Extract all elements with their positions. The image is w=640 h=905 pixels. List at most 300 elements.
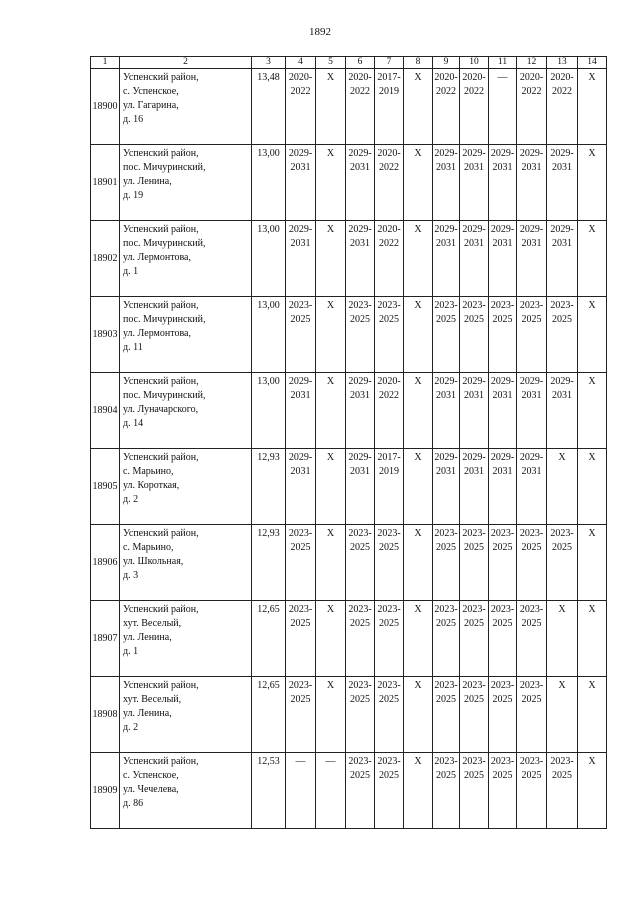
period-text: 2020- [434, 72, 458, 83]
period-text: 2025 [464, 770, 484, 781]
period-text: X [588, 452, 596, 463]
period-text: X [326, 376, 335, 387]
address-line: д. 2 [123, 494, 139, 505]
address-line: ул. Луначарского, [123, 404, 199, 415]
period-text: 2022 [552, 86, 572, 97]
period-cell [404, 373, 433, 449]
period-text: 2029- [348, 452, 372, 463]
period-text: 2023- [348, 680, 372, 691]
period-cell [489, 145, 517, 221]
period-text: 2023- [377, 756, 401, 767]
period-text: 2031 [521, 162, 542, 173]
address-line: ул. Короткая, [123, 480, 180, 491]
address-line: ул. Лермонтова, [123, 252, 191, 263]
period-cell [460, 221, 489, 297]
period-text: 2029- [519, 452, 544, 463]
period-cell [489, 677, 517, 753]
period-text: 2022 [464, 86, 484, 97]
period-text: 2023- [550, 300, 574, 311]
period-cell [517, 753, 547, 829]
address-cell [120, 297, 252, 373]
period-cell [286, 525, 316, 601]
period-cell [547, 297, 578, 373]
period-text: 2029- [288, 376, 313, 387]
register-table [90, 56, 607, 829]
address-line: д. 1 [123, 646, 139, 657]
period-cell [489, 373, 517, 449]
period-cell [517, 221, 547, 297]
address-cell [120, 525, 252, 601]
period-text: 2017- [377, 72, 401, 83]
period-text: 2025 [436, 770, 456, 781]
address-line: ул. Ленина, [123, 176, 172, 187]
period-text: 2023- [377, 604, 401, 615]
period-text: 2023- [377, 300, 401, 311]
period-text: X [326, 72, 335, 83]
period-text: 2031 [436, 466, 456, 477]
period-cell [346, 449, 375, 525]
period-text: 2023- [288, 680, 313, 691]
address-line: Успенский район, [123, 680, 199, 691]
period-text: 2031 [521, 390, 542, 401]
period-text: X [414, 224, 422, 235]
table-row [91, 677, 607, 753]
period-text: 2023- [490, 528, 515, 539]
period-text: 2019 [379, 466, 399, 477]
period-text: 2025 [379, 770, 399, 781]
period-text: 2023- [348, 756, 372, 767]
period-text: X [326, 604, 335, 615]
period-text: 2031 [350, 238, 370, 249]
period-cell [433, 753, 460, 829]
period-cell [517, 525, 547, 601]
period-cell [578, 753, 607, 829]
area-cell: 12,53 [252, 753, 286, 829]
period-text: — [497, 72, 508, 83]
period-text: 2029- [434, 224, 458, 235]
address-line: ул. Лермонтова, [123, 328, 191, 339]
period-text: 2031 [492, 162, 513, 173]
row-number: 18902 [91, 221, 120, 297]
period-cell [375, 449, 404, 525]
area-cell: 12,93 [252, 525, 286, 601]
period-text: X [414, 72, 422, 83]
period-text: 2022 [521, 86, 542, 97]
period-text: 2022 [436, 86, 456, 97]
period-cell [346, 69, 375, 145]
period-text: 2025 [552, 314, 572, 325]
period-cell [547, 677, 578, 753]
table-row [91, 297, 607, 373]
period-cell [578, 677, 607, 753]
period-text: 2025 [436, 694, 456, 705]
period-text: 2031 [436, 162, 456, 173]
column-header: 12 [517, 57, 547, 69]
period-text: — [295, 756, 306, 767]
period-cell [404, 297, 433, 373]
period-text: 2025 [350, 694, 370, 705]
column-header: 5 [316, 57, 346, 69]
period-cell [489, 525, 517, 601]
period-text: 2023- [462, 680, 486, 691]
period-text: 2031 [464, 390, 484, 401]
period-cell [547, 525, 578, 601]
area-cell: 12,65 [252, 601, 286, 677]
column-header: 9 [433, 57, 460, 69]
period-cell [316, 373, 346, 449]
header-row [91, 57, 607, 69]
period-cell [460, 449, 489, 525]
period-text: 2023- [377, 680, 401, 691]
period-text: 2031 [290, 238, 311, 249]
period-cell [404, 145, 433, 221]
period-cell [346, 373, 375, 449]
address-line: ул. Ленина, [123, 708, 172, 719]
column-header: 2 [120, 57, 252, 69]
column-header: 1 [91, 57, 120, 69]
period-text: X [588, 528, 596, 539]
address-line: с. Марьино, [123, 466, 174, 477]
period-text: 2029- [348, 224, 372, 235]
address-line: Успенский район, [123, 528, 199, 539]
period-text: 2023- [288, 300, 313, 311]
address-line: пос. Мичуринский, [123, 390, 206, 401]
period-text: 2029- [462, 376, 486, 387]
period-text: 2023- [519, 756, 544, 767]
address-line: д. 86 [123, 798, 144, 809]
period-text: X [588, 224, 596, 235]
address-line: д. 14 [123, 418, 144, 429]
period-text: 2020- [550, 72, 574, 83]
period-cell [375, 753, 404, 829]
area-cell: 13,00 [252, 373, 286, 449]
period-cell [404, 753, 433, 829]
address-line: Успенский район, [123, 604, 199, 615]
period-text: 2031 [436, 390, 456, 401]
row-number: 18901 [91, 145, 120, 221]
period-text: 2022 [379, 390, 399, 401]
period-cell [316, 221, 346, 297]
period-text: X [326, 300, 335, 311]
address-cell [120, 601, 252, 677]
period-text: 2031 [290, 162, 311, 173]
period-cell [404, 601, 433, 677]
period-text: 2017- [377, 452, 401, 463]
period-cell [547, 221, 578, 297]
period-text: 2023- [348, 528, 372, 539]
period-text: 2023- [490, 680, 515, 691]
period-cell [547, 601, 578, 677]
period-text: 2031 [290, 390, 311, 401]
period-text: 2029- [462, 452, 486, 463]
area-cell: 13,00 [252, 145, 286, 221]
area-cell: 13,00 [252, 297, 286, 373]
period-text: 2025 [521, 770, 542, 781]
period-text: 2020- [519, 72, 544, 83]
column-header: 8 [404, 57, 433, 69]
address-cell [120, 449, 252, 525]
period-text: 2031 [350, 390, 370, 401]
period-cell [375, 373, 404, 449]
row-number: 18900 [91, 69, 120, 145]
period-cell [346, 297, 375, 373]
table-row [91, 449, 607, 525]
period-text: 2023- [462, 300, 486, 311]
area-cell: 12,65 [252, 677, 286, 753]
period-text: 2025 [521, 618, 542, 629]
period-text: 2023- [519, 528, 544, 539]
address-line: ул. Чечелева, [123, 784, 179, 795]
period-cell [547, 373, 578, 449]
period-cell [460, 753, 489, 829]
period-text: 2023- [434, 680, 458, 691]
period-cell [433, 221, 460, 297]
period-cell [433, 69, 460, 145]
period-text: 2023- [462, 604, 486, 615]
period-cell [578, 69, 607, 145]
period-cell [286, 449, 316, 525]
period-text: 2031 [552, 162, 572, 173]
period-cell [404, 525, 433, 601]
period-cell [286, 601, 316, 677]
table-row [91, 373, 607, 449]
row-number: 18905 [91, 449, 120, 525]
period-text: 2023- [519, 604, 544, 615]
period-text: X [414, 528, 422, 539]
period-cell [346, 753, 375, 829]
address-line: Успенский район, [123, 300, 199, 311]
period-cell [433, 449, 460, 525]
table-row [91, 221, 607, 297]
row-number: 18904 [91, 373, 120, 449]
period-cell [547, 449, 578, 525]
period-cell [346, 525, 375, 601]
address-line: с. Успенское, [123, 86, 179, 97]
period-text: X [414, 452, 422, 463]
period-cell [433, 297, 460, 373]
period-text: X [414, 148, 422, 159]
address-cell [120, 69, 252, 145]
period-cell [517, 449, 547, 525]
period-cell [404, 221, 433, 297]
period-cell [578, 373, 607, 449]
period-text: 2029- [348, 376, 372, 387]
period-text: 2025 [521, 542, 542, 553]
period-text: 2025 [492, 770, 513, 781]
period-text: 2031 [492, 238, 513, 249]
period-text: 2023- [519, 680, 544, 691]
row-number: 18909 [91, 753, 120, 829]
address-cell [120, 753, 252, 829]
period-text: 2025 [436, 542, 456, 553]
period-text: X [414, 756, 422, 767]
period-text: 2023- [490, 756, 515, 767]
period-text: X [414, 300, 422, 311]
area-cell: 13,00 [252, 221, 286, 297]
period-text: 2025 [436, 314, 456, 325]
period-cell [375, 525, 404, 601]
period-cell [286, 69, 316, 145]
address-cell [120, 677, 252, 753]
period-cell [489, 449, 517, 525]
period-cell [489, 601, 517, 677]
address-line: с. Марьино, [123, 542, 174, 553]
period-text: X [326, 680, 335, 691]
period-cell [404, 677, 433, 753]
address-line: Успенский район, [123, 452, 199, 463]
period-text: 2022 [379, 238, 399, 249]
period-cell [547, 753, 578, 829]
period-cell [578, 601, 607, 677]
period-text: 2020- [348, 72, 372, 83]
column-header: 4 [286, 57, 316, 69]
address-line: д. 19 [123, 190, 144, 201]
period-text: 2023- [462, 528, 486, 539]
address-line: с. Успенское, [123, 770, 179, 781]
period-cell [489, 297, 517, 373]
row-number: 18906 [91, 525, 120, 601]
period-cell [433, 525, 460, 601]
period-cell [517, 601, 547, 677]
period-cell [404, 69, 433, 145]
address-line: Успенский район, [123, 756, 199, 767]
period-text: 2029- [519, 148, 544, 159]
period-text: X [588, 72, 596, 83]
period-text: 2029- [550, 148, 574, 159]
period-cell [286, 221, 316, 297]
period-text: — [325, 756, 336, 767]
period-cell [316, 601, 346, 677]
period-text: 2031 [492, 390, 513, 401]
period-text: 2025 [350, 770, 370, 781]
period-cell [316, 145, 346, 221]
period-cell [517, 297, 547, 373]
row-number: 18908 [91, 677, 120, 753]
period-text: 2029- [434, 148, 458, 159]
period-cell [578, 449, 607, 525]
period-text: 2020- [288, 72, 313, 83]
period-cell [375, 69, 404, 145]
period-text: 2029- [550, 224, 574, 235]
period-cell [375, 145, 404, 221]
period-text: X [414, 680, 422, 691]
period-text: 2029- [348, 148, 372, 159]
period-text: 2023- [462, 756, 486, 767]
period-text: 2029- [490, 224, 515, 235]
period-cell [517, 373, 547, 449]
address-line: пос. Мичуринский, [123, 162, 206, 173]
period-text: 2025 [290, 694, 311, 705]
period-text: 2029- [519, 224, 544, 235]
period-cell [460, 297, 489, 373]
period-text: 2025 [379, 694, 399, 705]
period-text: 2031 [464, 162, 484, 173]
period-text: 2025 [464, 618, 484, 629]
period-cell [375, 601, 404, 677]
period-text: 2025 [492, 314, 513, 325]
table-row [91, 753, 607, 829]
address-line: д. 2 [123, 722, 139, 733]
address-line: д. 16 [123, 114, 144, 125]
period-cell [346, 677, 375, 753]
period-text: X [414, 604, 422, 615]
area-cell: 13,48 [252, 69, 286, 145]
period-cell [578, 525, 607, 601]
period-text: 2031 [552, 238, 572, 249]
period-text: 2023- [519, 300, 544, 311]
period-text: X [588, 604, 596, 615]
period-cell [460, 525, 489, 601]
address-line: д. 11 [123, 342, 143, 353]
period-cell [375, 677, 404, 753]
column-header: 3 [252, 57, 286, 69]
address-line: д. 3 [123, 570, 139, 581]
period-text: 2029- [462, 224, 486, 235]
period-text: 2029- [462, 148, 486, 159]
table-row [91, 525, 607, 601]
period-cell [517, 677, 547, 753]
period-text: 2025 [464, 314, 484, 325]
period-text: 2023- [550, 528, 574, 539]
address-line: пос. Мичуринский, [123, 314, 206, 325]
period-text: X [588, 376, 596, 387]
address-line: ул. Школьная, [123, 556, 184, 567]
period-cell [489, 69, 517, 145]
period-text: X [326, 148, 335, 159]
period-text: 2022 [350, 86, 370, 97]
address-cell [120, 145, 252, 221]
period-text: X [588, 300, 596, 311]
period-cell [517, 145, 547, 221]
period-text: 2029- [490, 376, 515, 387]
period-text: X [326, 528, 335, 539]
period-text: 2025 [492, 618, 513, 629]
period-text: 2029- [550, 376, 574, 387]
period-cell [286, 373, 316, 449]
page-number: 1892 [309, 26, 331, 38]
period-text: 2025 [290, 618, 311, 629]
period-cell [286, 145, 316, 221]
period-text: 2029- [519, 376, 544, 387]
period-cell [547, 69, 578, 145]
period-text: 2023- [434, 756, 458, 767]
period-text: 2029- [490, 452, 515, 463]
period-text: 2020- [377, 224, 401, 235]
period-text: 2023- [348, 604, 372, 615]
column-header: 11 [489, 57, 517, 69]
period-text: 2025 [290, 542, 311, 553]
row-number: 18907 [91, 601, 120, 677]
period-cell [316, 753, 346, 829]
address-cell [120, 221, 252, 297]
address-line: Успенский район, [123, 376, 199, 387]
row-number: 18903 [91, 297, 120, 373]
column-header: 14 [578, 57, 607, 69]
period-text: 2023- [434, 604, 458, 615]
period-text: 2025 [379, 618, 399, 629]
period-text: 2025 [436, 618, 456, 629]
period-text: 2025 [521, 694, 542, 705]
period-text: 2019 [379, 86, 399, 97]
address-line: хут. Веселый, [123, 618, 182, 629]
period-cell [316, 297, 346, 373]
period-text: X [588, 680, 596, 691]
column-header: 13 [547, 57, 578, 69]
period-text: 2023- [490, 604, 515, 615]
period-text: 2023- [490, 300, 515, 311]
period-cell [433, 601, 460, 677]
period-text: 2025 [552, 770, 572, 781]
